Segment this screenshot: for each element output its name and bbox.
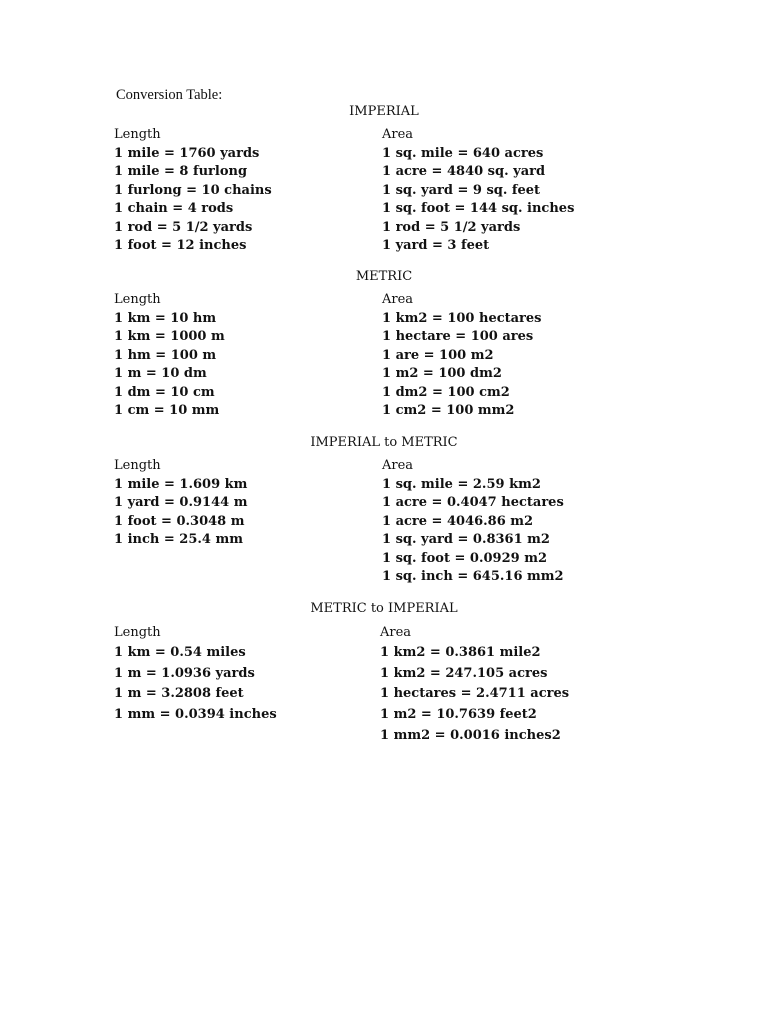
conversion-row: 1 sq. foot = 0.0929 m2: [382, 550, 547, 566]
area-column: [382, 291, 542, 421]
conversion-row: 1 inch = 25.4 mm: [114, 532, 243, 547]
conversion-row: 1 km2 = 247.105 acres: [380, 665, 548, 681]
conversion-row: 1 acre = 4840 sq. yard: [382, 164, 546, 179]
conversion-row: 1 cm = 10 mm: [114, 403, 220, 418]
area-column: [382, 126, 574, 256]
conversion-row: 1 hectare = 100 ares: [382, 329, 534, 344]
conversion-row: 1 m = 10 dm: [114, 366, 207, 381]
conversion-row: 1 yard = 3 feet: [382, 238, 490, 253]
conversion-row: 1 km = 10 hm: [114, 310, 217, 326]
section-heading: METRIC: [355, 269, 413, 284]
conversion-row: 1 acre = 0.4047 hectares: [382, 495, 564, 510]
area-column: [380, 623, 569, 746]
area-label: Area: [380, 625, 412, 640]
length-column: [114, 291, 225, 421]
conversion-row: 1 mile = 1.609 km: [114, 476, 248, 492]
conversion-row: 1 sq. yard = 9 sq. feet: [382, 182, 541, 198]
conversion-row: 1 sq. yard = 0.8361 m2: [382, 532, 550, 547]
conversion-row: 1 sq. mile = 2.59 km2: [382, 476, 541, 492]
length-label: Length: [114, 625, 161, 640]
length-label: Length: [114, 458, 161, 473]
conversion-row: 1 acre = 4046.86 m2: [382, 513, 534, 529]
area-column: [382, 457, 564, 587]
section-heading: METRIC to IMPERIAL: [310, 601, 458, 616]
conversion-row: 1 rod = 5 1/2 yards: [382, 219, 521, 235]
length-column: [114, 623, 277, 726]
conversion-row: 1 foot = 12 inches: [114, 238, 247, 253]
conversion-row: 1 m2 = 10.7639 feet2: [380, 707, 537, 723]
area-label: Area: [382, 127, 414, 142]
conversion-row: 1 m = 1.0936 yards: [114, 665, 255, 681]
conversion-row: 1 are = 100 m2: [382, 347, 494, 363]
length-label: Length: [114, 127, 161, 142]
conversion-row: 1 m = 3.2808 feet: [114, 686, 244, 702]
conversion-row: 1 rod = 5 1/2 yards: [114, 219, 253, 235]
conversion-row: 1 yard = 0.9144 m: [114, 495, 248, 510]
conversion-row: 1 km = 1000 m: [114, 329, 225, 344]
conversion-row: 1 km2 = 100 hectares: [382, 310, 542, 326]
length-column: [114, 126, 272, 256]
conversion-row: 1 cm2 = 100 mm2: [382, 403, 515, 418]
conversion-row: 1 sq. mile = 640 acres: [382, 145, 544, 161]
area-label: Area: [382, 292, 414, 307]
conversion-row: 1 foot = 0.3048 m: [114, 513, 245, 529]
conversion-row: 1 dm = 10 cm: [114, 384, 215, 400]
conversion-row: 1 mile = 1760 yards: [114, 145, 260, 161]
conversion-row: 1 hectares = 2.4711 acres: [380, 686, 570, 702]
document-title: Conversion Table:: [116, 87, 223, 103]
conversion-row: 1 sq. foot = 144 sq. inches: [382, 201, 575, 216]
conversion-row: 1 mm2 = 0.0016 inches2: [380, 727, 561, 743]
conversion-row: 1 m2 = 100 dm2: [382, 366, 502, 381]
area-label: Area: [382, 458, 414, 473]
conversion-row: 1 mile = 8 furlong: [114, 164, 248, 179]
conversion-row: 1 chain = 4 rods: [114, 201, 234, 216]
length-label: Length: [114, 292, 161, 307]
conversion-row: 1 sq. inch = 645.16 mm2: [382, 569, 564, 584]
conversion-row: 1 furlong = 10 chains: [114, 182, 272, 198]
conversion-row: 1 km2 = 0.3861 mile2: [380, 645, 541, 660]
conversion-row: 1 dm2 = 100 cm2: [382, 384, 510, 400]
length-column: [114, 457, 247, 550]
conversion-row: 1 hm = 100 m: [114, 347, 217, 363]
section-heading: IMPERIAL to METRIC: [310, 435, 458, 450]
conversion-row: 1 km = 0.54 miles: [114, 645, 246, 660]
conversion-row: 1 mm = 0.0394 inches: [114, 707, 277, 723]
section-heading: IMPERIAL: [349, 104, 419, 119]
